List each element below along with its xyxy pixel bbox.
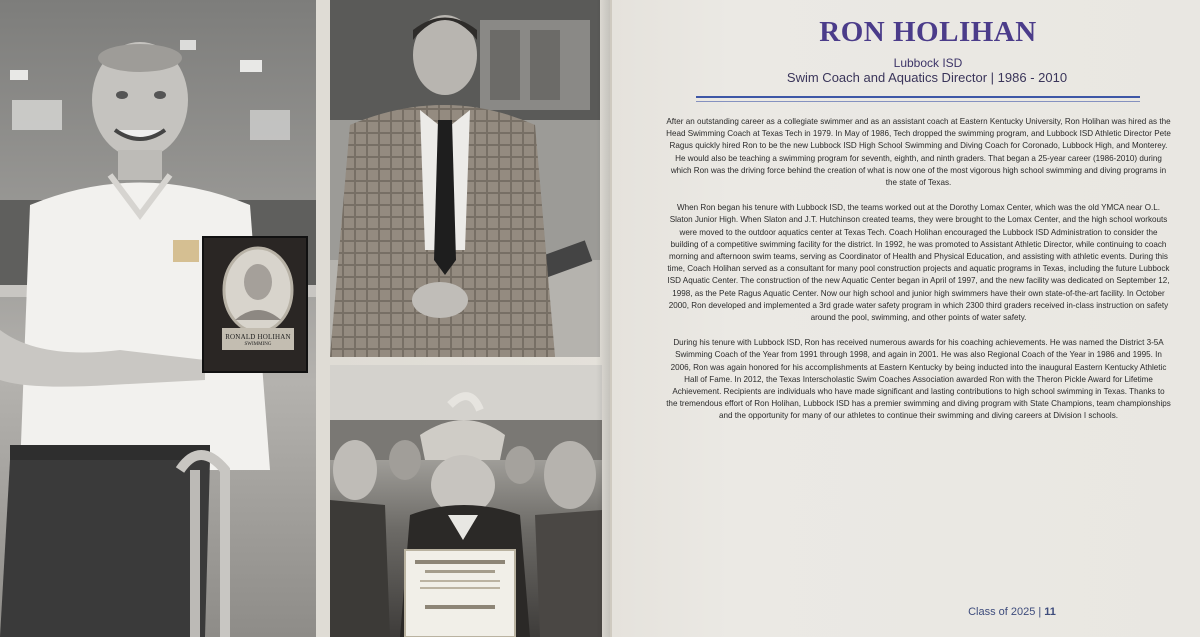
footer-separator: | — [1038, 606, 1042, 618]
plaque-sport: SWIMMING — [244, 342, 272, 347]
role-and-years: Swim Coach and Aquatics Director | 1986 - 2010 — [786, 70, 1068, 85]
photo-coach-plaid-suit — [330, 0, 600, 357]
organization: Lubbock ISD — [893, 56, 963, 70]
photo-award-ceremony — [330, 365, 602, 637]
page-number: 11 — [1044, 606, 1056, 618]
header-divider-thin — [696, 101, 1140, 102]
page-fold-shadow — [596, 0, 610, 637]
inductee-name: RON HOLIHAN — [819, 16, 1037, 48]
biography-paragraph-2: When Ron began his tenure with Lubbock ISD, the teams worked out at the Dorothy Lomax Center, which was the old YMCA near O.L. Slaton Junior High. When Slaton and J.T. Hutchinson created teams, they were brought to the Lomax Center, and the high school workouts were moved to the outdoor aquatics center at Texas Tech. Coach Holihan encouraged the Lubbock ISD Administration to consider the building of a competitive swimming facility for the district. In 1992, he was promoted to Assistant Athletic Director, while continuing to coach morning and afternoon swim teams, serving as Coordinator of Health and Physical Education, and assisting with athletic events. During this time, Coach Holihan served as a consultant for many pool construction projects and aquatic programs in Texas, including the future Lubbock ISD Aquatic Center. The construction of the new Aquatic Center began in April of 1997, and the new facility was dedicated on September 12, 1998, as the Pete Ragus Aquatic Center. Now our high school and junior high swimmers have their own state-of-the-art facility. In October 2000, Ron developed and implemented a 3rd grade water safety program in which 2300 third graders received in-class instruction on safety around the pool, swimming, and other points of water safety. — [667, 203, 1170, 323]
page-footer — [912, 606, 1112, 618]
photo-coach-with-plaque — [0, 0, 316, 637]
footer-class-label: Class of 2025 — [968, 606, 1036, 618]
biography-paragraph-1: After an outstanding career as a collegiate swimmer and as an assistant coach at Eastern Kentucky University, Ron Holihan was hired as the Head Swimming Coach at Texas Tech in 1979. In May of 1986, Tech dropped the swimming program, and Lubbock ISD Athletic Director Pete Ragus quickly hired Ron to be the new Lubbock ISD High School Swimming and Diving Coach for Coronado, Lubbock High, and Monterey. He would also be teaching a swimming program for seventh, eighth, and ninth graders. That began a 25-year career (1986-2010) during which Ron was the driving force behind the creation of what is now one of the most vigorous high school swimming and diving programs in the state of Texas. — [666, 117, 1171, 188]
header-divider — [696, 96, 1140, 98]
text-page — [612, 0, 1200, 637]
biography — [666, 116, 1171, 436]
plaque-name: RONALD HOLIHAN — [225, 333, 291, 341]
biography-paragraph-3: During his tenure with Lubbock ISD, Ron has received numerous awards for his coaching achievements. He was named the District 3-5A Swimming Coach of the Year from 1991 through 1998, and again in 2001. He was also Regional Coach of the Year in 1986 and 1995. In 2006, Ron was again honored for his accomplishments at Eastern Kentucky by being inducted into the inaugural Eastern Kentucky Athletic Hall of Fame. In 2012, the Texas Interscholastic Swim Coaches Association awarded Ron with the Theron Pickle Award for Lifetime Achievement. Recipients are individuals who have made significant and lasting contributions to high school swimming in Texas. Thanks to the tremendous effort of Ron Holihan, Lubbock ISD has a premier swimming and diving program with State Champions, team championships and the opportunity for many of our athletes to continue their swimming and diving careers at Division I schools. — [666, 338, 1171, 421]
